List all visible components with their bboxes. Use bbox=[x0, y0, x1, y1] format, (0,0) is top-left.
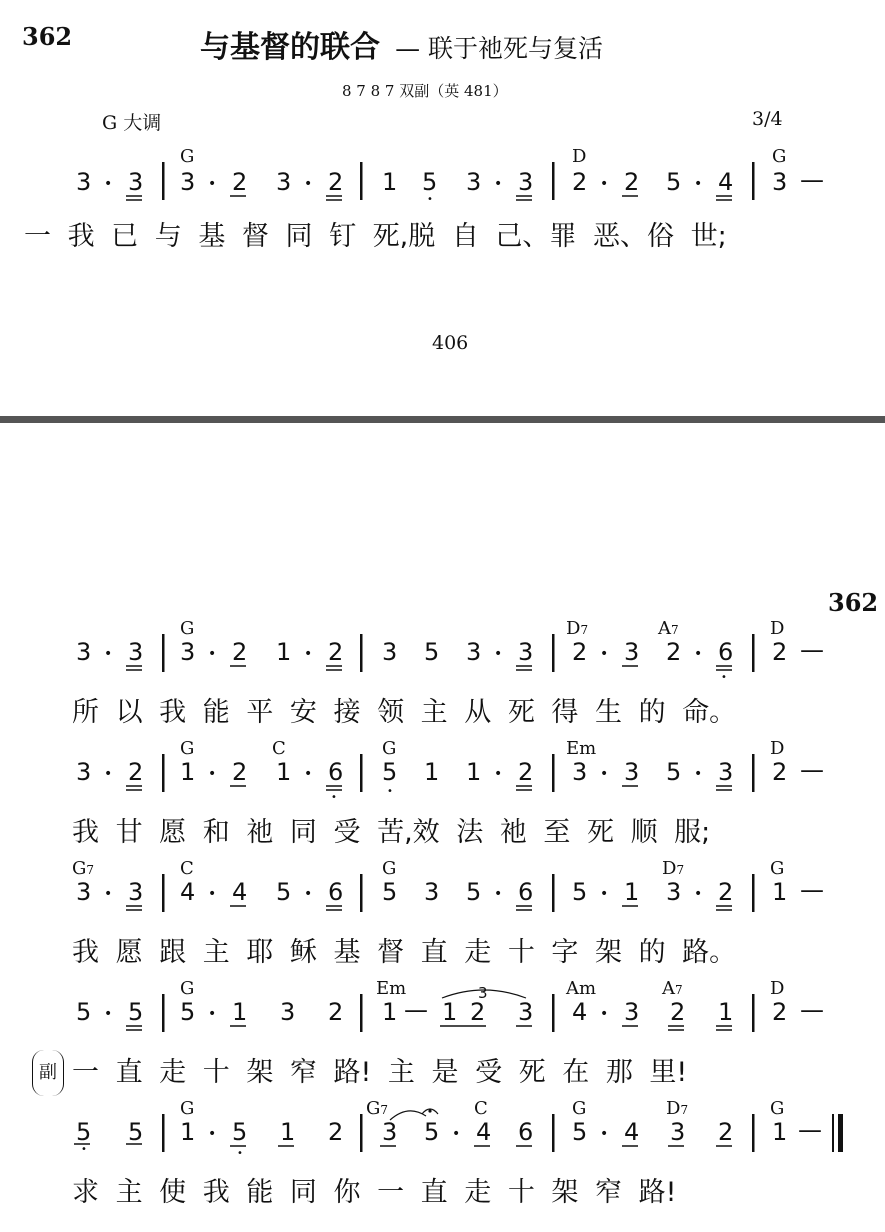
chord-label: C bbox=[180, 858, 194, 879]
svg-text:•: • bbox=[494, 886, 503, 902]
notation-line-5 bbox=[0, 1100, 885, 1160]
notation-line-3 bbox=[0, 872, 885, 922]
chord-label: D bbox=[770, 618, 785, 639]
svg-text:3: 3 bbox=[76, 878, 92, 906]
chord-label: D bbox=[770, 738, 785, 759]
svg-text:5: 5 bbox=[666, 168, 682, 196]
svg-text:•: • bbox=[600, 1006, 609, 1022]
svg-text:3: 3 bbox=[518, 168, 534, 196]
hymn-subtitle: — 联于祂死与复活 bbox=[395, 34, 604, 63]
svg-text:3: 3 bbox=[180, 168, 196, 196]
svg-text:3: 3 bbox=[382, 638, 398, 666]
chord-label: Am bbox=[566, 978, 597, 999]
svg-text:2: 2 bbox=[328, 168, 344, 196]
chord-label: D7 bbox=[666, 1098, 689, 1119]
svg-text:—: — bbox=[404, 996, 428, 1024]
lyric-line-2: 我 甘 愿 和 祂 同 受 苦,效 法 祂 至 死 顺 服; bbox=[72, 817, 711, 848]
svg-text:2: 2 bbox=[572, 638, 588, 666]
svg-text:5: 5 bbox=[276, 878, 292, 906]
chord-label: G bbox=[180, 978, 195, 999]
svg-text:•: • bbox=[427, 194, 433, 205]
svg-text:2: 2 bbox=[128, 758, 144, 786]
chord-label: G bbox=[180, 1098, 195, 1119]
svg-text:•: • bbox=[694, 886, 703, 902]
svg-text:6: 6 bbox=[518, 878, 534, 906]
svg-text:2: 2 bbox=[232, 638, 248, 666]
svg-text:4: 4 bbox=[572, 998, 588, 1026]
chord-label: G bbox=[770, 858, 785, 879]
page-divider bbox=[0, 416, 885, 423]
svg-text:3: 3 bbox=[76, 168, 92, 196]
chord-label: C bbox=[474, 1098, 488, 1119]
svg-text:2: 2 bbox=[518, 758, 534, 786]
svg-text:•: • bbox=[208, 1126, 217, 1142]
svg-text:•: • bbox=[104, 886, 113, 902]
svg-text:•: • bbox=[694, 766, 703, 782]
chord-label: G bbox=[180, 738, 195, 759]
refrain-mark: 副 bbox=[32, 1050, 64, 1096]
svg-text:1: 1 bbox=[382, 168, 398, 196]
svg-text:1: 1 bbox=[280, 1118, 296, 1146]
svg-text:•: • bbox=[694, 646, 703, 662]
notation-line-1 bbox=[0, 632, 885, 682]
svg-text:•: • bbox=[600, 176, 609, 192]
chord-label: D7 bbox=[662, 858, 685, 879]
svg-text:1: 1 bbox=[772, 878, 788, 906]
svg-text:3: 3 bbox=[466, 168, 482, 196]
svg-text:•: • bbox=[387, 786, 393, 797]
svg-text:1: 1 bbox=[624, 878, 640, 906]
chord-label: G bbox=[572, 1098, 587, 1119]
svg-text:2: 2 bbox=[718, 878, 734, 906]
svg-text:3: 3 bbox=[572, 758, 588, 786]
svg-text:3: 3 bbox=[280, 998, 296, 1026]
svg-text:1: 1 bbox=[718, 998, 734, 1026]
chord-label: D bbox=[770, 978, 785, 999]
svg-text:•: • bbox=[452, 1126, 461, 1142]
svg-text:6: 6 bbox=[328, 758, 344, 786]
svg-text:•: • bbox=[494, 766, 503, 782]
svg-text:5: 5 bbox=[424, 638, 440, 666]
svg-text:3: 3 bbox=[666, 878, 682, 906]
svg-text:5: 5 bbox=[76, 1118, 92, 1146]
chord-label: D7 bbox=[566, 618, 589, 639]
svg-text:•: • bbox=[304, 176, 313, 192]
svg-text:•: • bbox=[208, 1006, 217, 1022]
svg-text:5: 5 bbox=[128, 998, 144, 1026]
hymn-number-bottom: 362 bbox=[828, 588, 879, 617]
svg-text:•: • bbox=[304, 886, 313, 902]
svg-text:1: 1 bbox=[232, 998, 248, 1026]
svg-text:5: 5 bbox=[180, 998, 196, 1026]
svg-text:5: 5 bbox=[232, 1118, 248, 1146]
svg-text:1: 1 bbox=[276, 638, 292, 666]
notation-line-4 bbox=[0, 984, 885, 1044]
svg-text:•: • bbox=[304, 766, 313, 782]
svg-text:•: • bbox=[600, 886, 609, 902]
svg-text:3: 3 bbox=[424, 878, 440, 906]
svg-text:•: • bbox=[208, 886, 217, 902]
svg-text:2: 2 bbox=[772, 638, 788, 666]
svg-text:—: — bbox=[800, 996, 824, 1024]
hymn-title-block bbox=[200, 22, 603, 66]
chord-label: Em bbox=[566, 738, 597, 759]
svg-text:3: 3 bbox=[128, 168, 144, 196]
svg-text:•: • bbox=[104, 766, 113, 782]
chord-label: G bbox=[382, 738, 397, 759]
svg-text:2: 2 bbox=[772, 998, 788, 1026]
svg-text:•: • bbox=[494, 176, 503, 192]
svg-text:•: • bbox=[721, 672, 727, 682]
svg-text:2: 2 bbox=[470, 998, 486, 1026]
svg-text:—: — bbox=[800, 166, 824, 194]
chord-label: C bbox=[272, 738, 286, 759]
svg-text:6: 6 bbox=[718, 638, 734, 666]
svg-text:3: 3 bbox=[128, 638, 144, 666]
hymn-number-top: 362 bbox=[22, 22, 73, 51]
lyric-line-3: 我 愿 跟 主 耶 稣 基 督 直 走 十 字 架 的 路。 bbox=[72, 937, 737, 968]
time-signature: 3/4 bbox=[752, 108, 783, 130]
svg-text:3: 3 bbox=[518, 998, 534, 1026]
svg-text:2: 2 bbox=[572, 168, 588, 196]
lyric-line-5: 求 主 使 我 能 同 你 一 直 走 十 架 窄 路! bbox=[72, 1177, 677, 1208]
chord-label: G7 bbox=[366, 1098, 389, 1119]
svg-text:—: — bbox=[800, 876, 824, 904]
svg-text:2: 2 bbox=[232, 168, 248, 196]
svg-text:3: 3 bbox=[276, 168, 292, 196]
svg-text:2: 2 bbox=[328, 638, 344, 666]
svg-text:4: 4 bbox=[718, 168, 734, 196]
svg-text:•: • bbox=[304, 646, 313, 662]
svg-text:4: 4 bbox=[476, 1118, 492, 1146]
svg-text:1: 1 bbox=[466, 758, 482, 786]
svg-text:•: • bbox=[694, 176, 703, 192]
svg-text:1: 1 bbox=[772, 1118, 788, 1146]
svg-text:1: 1 bbox=[424, 758, 440, 786]
lyric-line-top: 一 我 已 与 基 督 同 钉 死,脱 自 己、罪 恶、俗 世; bbox=[24, 221, 727, 252]
chord-label: Em bbox=[376, 978, 407, 999]
chord-label: G bbox=[180, 618, 195, 639]
chord-label: A7 bbox=[662, 978, 683, 999]
svg-text:5: 5 bbox=[128, 1118, 144, 1146]
svg-text:5: 5 bbox=[572, 1118, 588, 1146]
svg-text:6: 6 bbox=[328, 878, 344, 906]
svg-text:•: • bbox=[104, 646, 113, 662]
meter-info: 8 7 8 7 双副（英 481） bbox=[342, 82, 508, 100]
chord-label: G bbox=[180, 146, 195, 167]
svg-text:5: 5 bbox=[382, 758, 398, 786]
svg-text:3: 3 bbox=[76, 758, 92, 786]
notation-line-2 bbox=[0, 752, 885, 802]
svg-text:2: 2 bbox=[328, 1118, 344, 1146]
chord-label: G7 bbox=[72, 858, 95, 879]
svg-text:•: • bbox=[208, 176, 217, 192]
svg-text:3: 3 bbox=[76, 638, 92, 666]
svg-text:5: 5 bbox=[424, 1118, 440, 1146]
svg-text:2: 2 bbox=[666, 638, 682, 666]
svg-text:3: 3 bbox=[624, 758, 640, 786]
svg-text:•: • bbox=[600, 646, 609, 662]
lyric-line-4: 一 直 走 十 架 窄 路! 主 是 受 死 在 那 里! bbox=[72, 1057, 688, 1088]
svg-text:—: — bbox=[800, 756, 824, 784]
svg-text:5: 5 bbox=[666, 758, 682, 786]
svg-text:4: 4 bbox=[232, 878, 248, 906]
svg-text:5: 5 bbox=[422, 168, 438, 196]
svg-text:—: — bbox=[800, 636, 824, 664]
lyric-line-1: 所 以 我 能 平 安 接 领 主 从 死 得 生 的 命。 bbox=[72, 697, 737, 728]
chord-label: G bbox=[770, 1098, 785, 1119]
chord-label: G bbox=[382, 858, 397, 879]
svg-text:4: 4 bbox=[180, 878, 196, 906]
svg-text:•: • bbox=[81, 1144, 87, 1155]
svg-text:3: 3 bbox=[772, 168, 788, 196]
svg-text:1: 1 bbox=[180, 758, 196, 786]
svg-text:1: 1 bbox=[180, 1118, 196, 1146]
svg-text:3: 3 bbox=[624, 998, 640, 1026]
svg-text:2: 2 bbox=[670, 998, 686, 1026]
svg-text:6: 6 bbox=[518, 1118, 534, 1146]
svg-text:4: 4 bbox=[624, 1118, 640, 1146]
triplet-marker: 3 bbox=[478, 984, 488, 1002]
svg-text:3: 3 bbox=[518, 638, 534, 666]
hymn-title: 与基督的联合 bbox=[200, 30, 380, 65]
svg-text:2: 2 bbox=[772, 758, 788, 786]
svg-text:•: • bbox=[208, 766, 217, 782]
svg-text:•: • bbox=[104, 176, 113, 192]
svg-text:3: 3 bbox=[670, 1118, 686, 1146]
svg-text:•: • bbox=[494, 646, 503, 662]
svg-text:2: 2 bbox=[232, 758, 248, 786]
key-signature: G 大调 bbox=[102, 112, 162, 134]
svg-text:5: 5 bbox=[466, 878, 482, 906]
svg-text:2: 2 bbox=[718, 1118, 734, 1146]
svg-text:3: 3 bbox=[624, 638, 640, 666]
svg-text:•: • bbox=[600, 766, 609, 782]
chord-label: A7 bbox=[658, 618, 679, 639]
chord-label: G bbox=[772, 146, 787, 167]
svg-text:3: 3 bbox=[466, 638, 482, 666]
svg-text:1: 1 bbox=[276, 758, 292, 786]
svg-text:2: 2 bbox=[328, 998, 344, 1026]
svg-text:5: 5 bbox=[382, 878, 398, 906]
notation-line-top bbox=[0, 158, 885, 214]
svg-text:•: • bbox=[208, 646, 217, 662]
svg-text:—: — bbox=[798, 1116, 822, 1144]
svg-text:1: 1 bbox=[382, 998, 398, 1026]
chord-label: D bbox=[572, 146, 587, 167]
svg-text:2: 2 bbox=[624, 168, 640, 196]
svg-text:•: • bbox=[331, 792, 337, 802]
svg-text:3: 3 bbox=[718, 758, 734, 786]
svg-text:3: 3 bbox=[180, 638, 196, 666]
svg-text:3: 3 bbox=[128, 878, 144, 906]
page-number: 406 bbox=[432, 332, 469, 354]
svg-text:•: • bbox=[600, 1126, 609, 1142]
svg-text:5: 5 bbox=[572, 878, 588, 906]
svg-text:5: 5 bbox=[76, 998, 92, 1026]
svg-text:3: 3 bbox=[382, 1118, 398, 1146]
svg-text:1: 1 bbox=[442, 998, 458, 1026]
svg-text:•: • bbox=[104, 1006, 113, 1022]
svg-text:•: • bbox=[237, 1148, 243, 1159]
